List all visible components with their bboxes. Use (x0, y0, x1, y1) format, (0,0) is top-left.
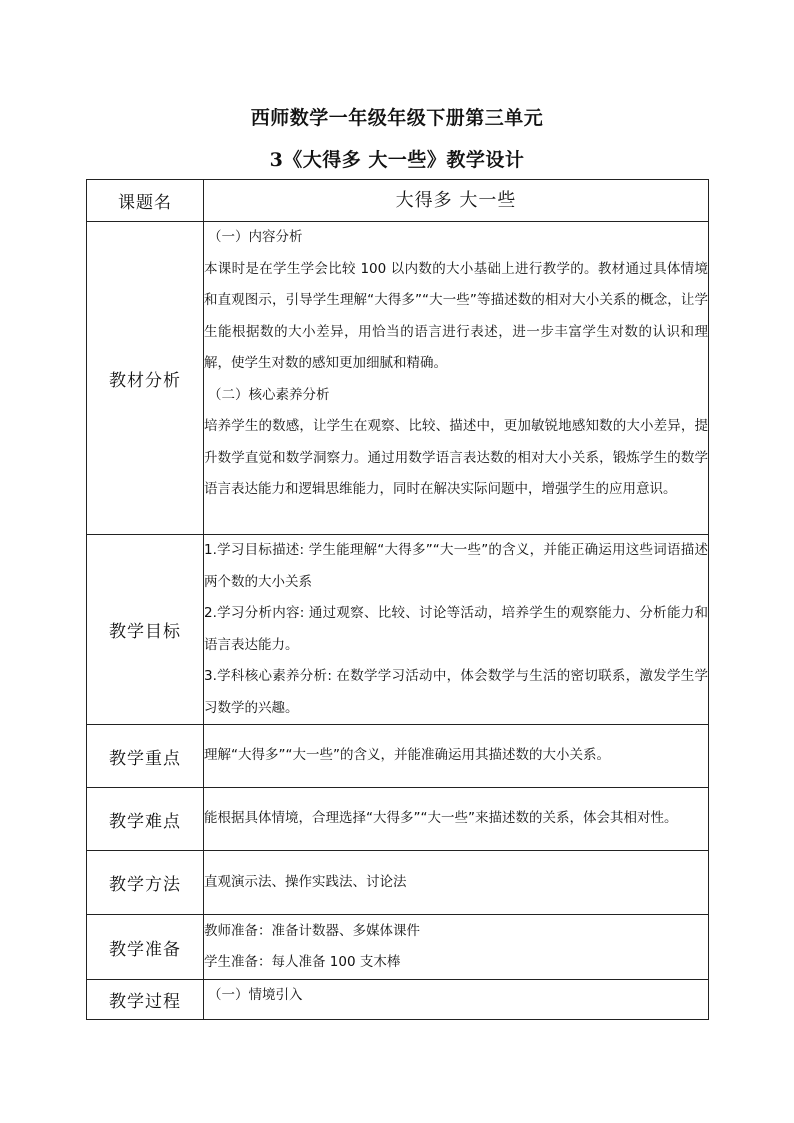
value-preparation (204, 915, 709, 980)
goal-item-1: 1.学习目标描述: 学生能理解“大得多”“大一些”的含义，并能正确运用这些词语描述两个数的大小关系 (204, 542, 708, 590)
value-key-points: 理解“大得多”“大一些”的含义，并能准确运用其描述数的大小关系。 (204, 725, 709, 788)
row-material-analysis (87, 222, 709, 535)
content-analysis-text: 本课时是在学生学会比较 100 以内数的大小基础上进行教学的。教材通过具体情境和直观图示，引导学生理解“大得多”“大一些”等描述数的相对大小关系的概念，让学生能根据数的大小差异，用恰当的语言进行表述，进一步丰富学生对数的认识和理解，使学生对数的感知更加细腻和精确。 (204, 260, 708, 371)
label-teaching-goals: 教学目标 (87, 535, 204, 725)
value-methods: 直观演示法、操作实践法、讨论法 (204, 851, 709, 915)
student-preparation: 学生准备：每人准备 100 支木棒 (204, 954, 401, 970)
row-methods (87, 851, 709, 915)
goal-item-2: 2.学习分析内容: 通过观察、比较、讨论等活动，培养学生的观察能力、分析能力和语言表达能力。 (204, 605, 708, 653)
value-teaching-goals (204, 535, 709, 725)
row-key-points (87, 725, 709, 788)
row-difficulties (87, 788, 709, 851)
row-process (87, 980, 709, 1020)
value-difficulties: 能根据具体情境，合理选择“大得多”“大一些”来描述数的关系，体会其相对性。 (204, 788, 709, 851)
label-difficulties: 教学难点 (87, 788, 204, 851)
core-literacy-text: 培养学生的数感，让学生在观察、比较、描述中，更加敏锐地感知数的大小差异，提升数学直觉和数学洞察力。通过用数学语言表达数的相对大小关系，锻炼学生的数学语言表达能力和逻辑思维能力，同时在解决实际问题中，增强学生的应用意识。 (204, 418, 708, 497)
value-process (204, 980, 709, 1020)
row-teaching-goals (87, 535, 709, 725)
value-material-analysis (204, 222, 709, 535)
section-heading-core-literacy: （二）核心素养分析 (208, 386, 330, 403)
label-topic: 课题名 (87, 180, 204, 222)
process-section-intro: （一）情境引入 (208, 987, 303, 1003)
lesson-plan-table (86, 179, 709, 1020)
label-material-analysis: 教材分析 (87, 222, 204, 535)
document-subtitle: 3《大得多 大一些》教学设计 (269, 149, 525, 171)
teacher-preparation: 教师准备：准备计数器、多媒体课件 (204, 922, 420, 939)
document-title: 西师数学一年级年级下册第三单元 (250, 107, 544, 129)
row-preparation (87, 915, 709, 980)
section-heading-content-analysis: （一）内容分析 (208, 229, 303, 245)
value-topic: 大得多 大一些 (204, 180, 709, 222)
label-methods: 教学方法 (87, 851, 204, 915)
label-key-points: 教学重点 (87, 725, 204, 788)
goal-item-3: 3.学科核心素养分析: 在数学学习活动中，体会数学与生活的密切联系，激发学生学习数学的兴趣。 (204, 668, 708, 716)
label-process: 教学过程 (87, 980, 204, 1020)
label-preparation: 教学准备 (87, 915, 204, 980)
row-topic (87, 180, 709, 222)
